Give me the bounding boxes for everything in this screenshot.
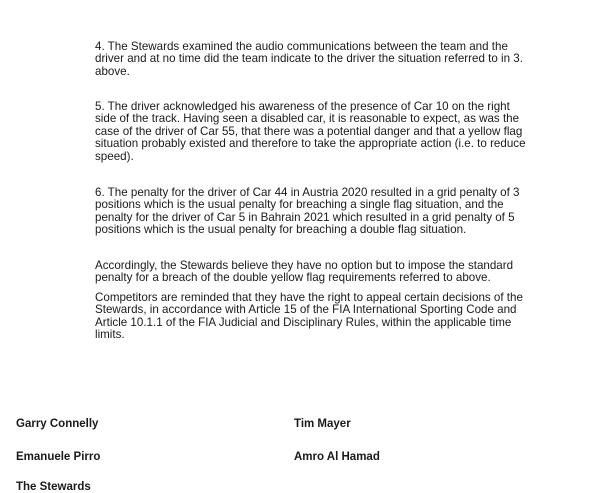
paragraph-6: 6. The penalty for the driver of Car 44 in Austria 2020 resulted in a grid penalty of 3 positions which is the usual penalty for breaching a single flag situation, and the penalty for the driver of Car 5 in Bahrain 2021 which resulted in a grid penalty of 5 positions which is the usual penalty for breaching a double flag situation.: [95, 186, 520, 237]
paragraph-4: 4. The Stewards examined the audio communications between the team and the driver and at no time did the team indicate to the driver the situation referred to in 3. above.: [95, 40, 523, 78]
signatory-name: Amro Al Hamad: [294, 451, 380, 463]
signatory-name: Emanuele Pirro: [16, 451, 101, 463]
paragraph-5: 5. The driver acknowledged his awareness of the presence of Car 10 on the right side of the track. Having seen a disabled car, it is reasonable to expect, as was the case of the driver of Car 55, that there was a potential danger and that a yellow flag situation probably existed and therefore to take the appropriate action (i.e. to reduce speed).: [95, 100, 526, 163]
paragraph-appeal-notice: Competitors are reminded that they have the right to appeal certain decisions of the Stewards, in accordance with Article 15 of the FIA International Sporting Code and Article 10.1.1 of the FIA Judicial and Disciplinary Rules, within the applicable time limits.: [95, 291, 523, 342]
paragraph-accordingly: Accordingly, the Stewards believe they have no option but to impose the standard penalty for a breach of the double yellow flag requirements referred to above.: [95, 259, 514, 285]
signatory-name: Garry Connelly: [16, 418, 99, 430]
footer-stewards-label: The Stewards: [16, 481, 91, 493]
signatory-name: Tim Mayer: [294, 418, 351, 430]
